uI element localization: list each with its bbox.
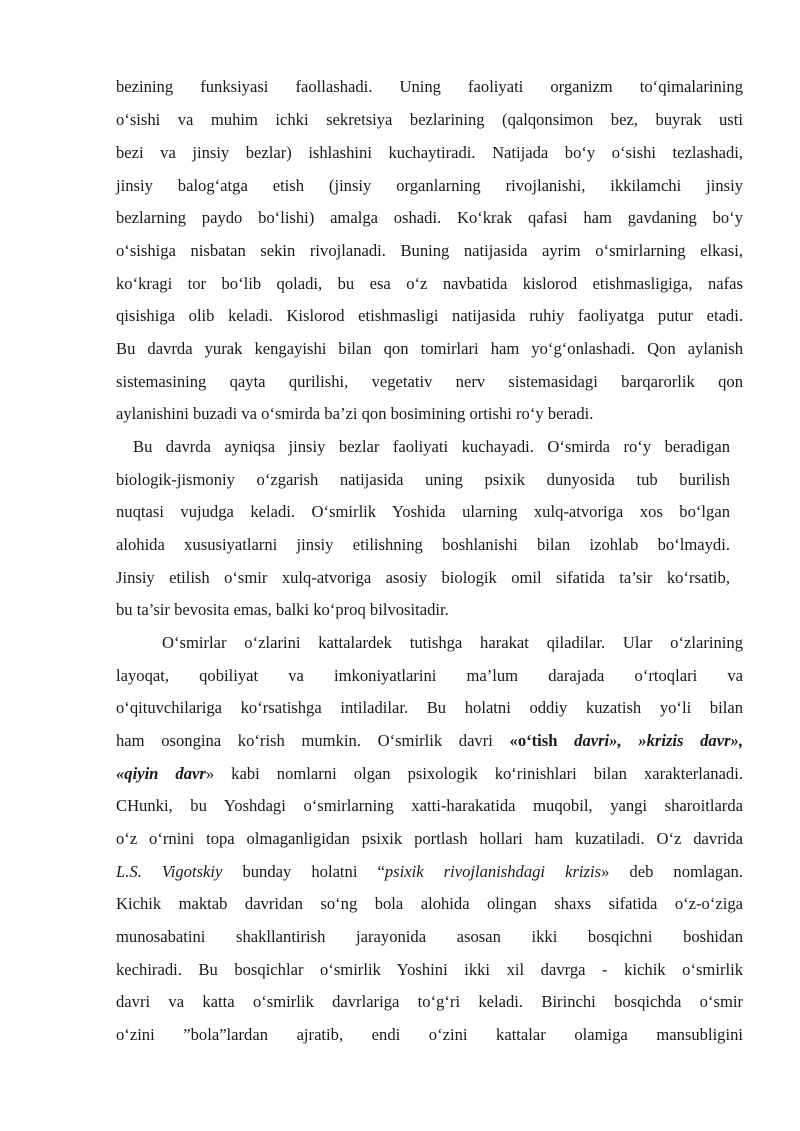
paragraph-line: o‘z o‘rnini topa olmaganligidan psixik portlash hollari ham kuzatiladi. O‘z davrida [116, 829, 743, 848]
paragraph-line: Bu davrda ayniqsa jinsiy bezlar faoliyati kuchayadi. O‘smirda ro‘y beradigan [133, 437, 730, 456]
paragraph-line: biologik-jismoniy o‘zgarish natijasida uning psixik dunyosida tub burilish [116, 470, 730, 489]
paragraph-line: o‘zini ”bola”lardan ajratib, endi o‘zini kattalar olamiga mansubligini [116, 1025, 743, 1044]
bold-italic-term: »krizis davr», [621, 731, 743, 750]
paragraph-line: munosabatini shakllantirish jarayonida asosan ikki bosqichni boshidan [116, 927, 743, 946]
paragraph-line: Bu davrda yurak kengayishi bilan qon tomirlari ham yo‘g‘onlashadi. Qon aylanish [116, 339, 743, 358]
paragraph-line: kechiradi. Bu bosqichlar o‘smirlik Yoshini ikki xil davrga - kichik o‘smirlik [116, 960, 743, 979]
paragraph-line: bezining funksiyasi faollashadi. Uning faoliyati organizm to‘qimalarining [116, 77, 743, 96]
paragraph-line: sistemasining qayta qurilishi, vegetativ nerv sistemasidagi barqarorlik qon [116, 372, 743, 391]
paragraph-line: alohida xususiyatlarni jinsiy etilishning boshlanishi bilan izohlab bo‘lmaydi. [116, 535, 730, 554]
paragraph-line: CHunki, bu Yoshdagi o‘smirlarning xatti-harakatida muqobil, yangi sharoitlarda [116, 796, 743, 815]
paragraph-line: ko‘kragi tor bo‘lib qoladi, bu esa o‘z navbatida kislorod etishmasligiga, nafas [116, 274, 743, 293]
paragraph-line: Kichik maktab davridan so‘ng bola alohida olingan shaxs sifatida o‘z-o‘ziga [116, 894, 743, 913]
paragraph-line: O‘smirlar o‘zlarini kattalardek tutishga harakat qiladilar. Ular o‘zlarining [162, 633, 743, 652]
paragraph-line: bezi va jinsiy bezlar) ishlashini kuchaytiradi. Natijada bo‘y o‘sishi tezlashadi, [116, 143, 743, 162]
paragraph-line: aylanishini buzadi va o‘smirda ba’zi qon bosimining ortishi ro‘y beradi. [116, 404, 594, 423]
italic-term: psixik rivojlanishdagi krizis [384, 862, 602, 881]
bold-italic-term: davri», [574, 731, 622, 750]
bold-italic-term: «qiyin davr [116, 764, 206, 783]
author-name: L.S. Vigotskiy [116, 862, 223, 881]
paragraph-line: nuqtasi vujudga keladi. O‘smirlik Yoshida ularning xulq-atvoriga xos bo‘lgan [116, 502, 730, 521]
paragraph-line: o‘qituvchilariga ko‘rsatishga intiladilar. Bu holatni oddiy kuzatish yo‘li bilan [116, 698, 743, 717]
paragraph-line: davri va katta o‘smirlik davrlariga to‘g‘ri keladi. Birinchi bosqichda o‘smir [116, 992, 743, 1011]
paragraph-line: jinsiy balog‘atga etish (jinsiy organlarning rivojlanishi, ikkilamchi jinsiy [116, 176, 743, 195]
text-run: bunday holatni “ [222, 862, 385, 881]
paragraph-line: o‘sishi va muhim ichki sekretsiya bezlarining (qalqonsimon bez, buyrak usti [116, 110, 743, 129]
paragraph-line [116, 862, 743, 882]
paragraph-line: Jinsiy etilish o‘smir xulq-atvoriga asosiy biologik omil sifatida ta’sir ko‘rsatib, [116, 568, 730, 587]
bold-term: «o‘tish [509, 731, 575, 750]
paragraph-line: layoqat, qobiliyat va imkoniyatlarini ma’lum darajada o‘rtoqlari va [116, 666, 743, 685]
text-run: ham osongina ko‘rish mumkin. O‘smirlik davri [116, 731, 510, 750]
paragraph-line: qisishiga olib keladi. Kislorod etishmasligi natijasida ruhiy faoliyatga putur etadi. [116, 306, 743, 325]
paragraph-line: o‘sishiga nisbatan sekin rivojlanadi. Buning natijasida ayrim o‘smirlarning elkasi, [116, 241, 743, 260]
paragraph-line: bu ta’sir bevosita emas, balki ko‘proq bilvositadir. [116, 600, 449, 619]
paragraph-line [116, 764, 743, 784]
text-run: » kabi nomlarni olgan psixologik ko‘rinishlari bilan xarakterlanadi. [205, 764, 743, 783]
paragraph-line: bezlarning paydo bo‘lishi) amalga oshadi. Ko‘krak qafasi ham gavdaning bo‘y [116, 208, 743, 227]
paragraph-line [116, 731, 743, 751]
text-run: » deb nomlagan. [601, 862, 744, 881]
